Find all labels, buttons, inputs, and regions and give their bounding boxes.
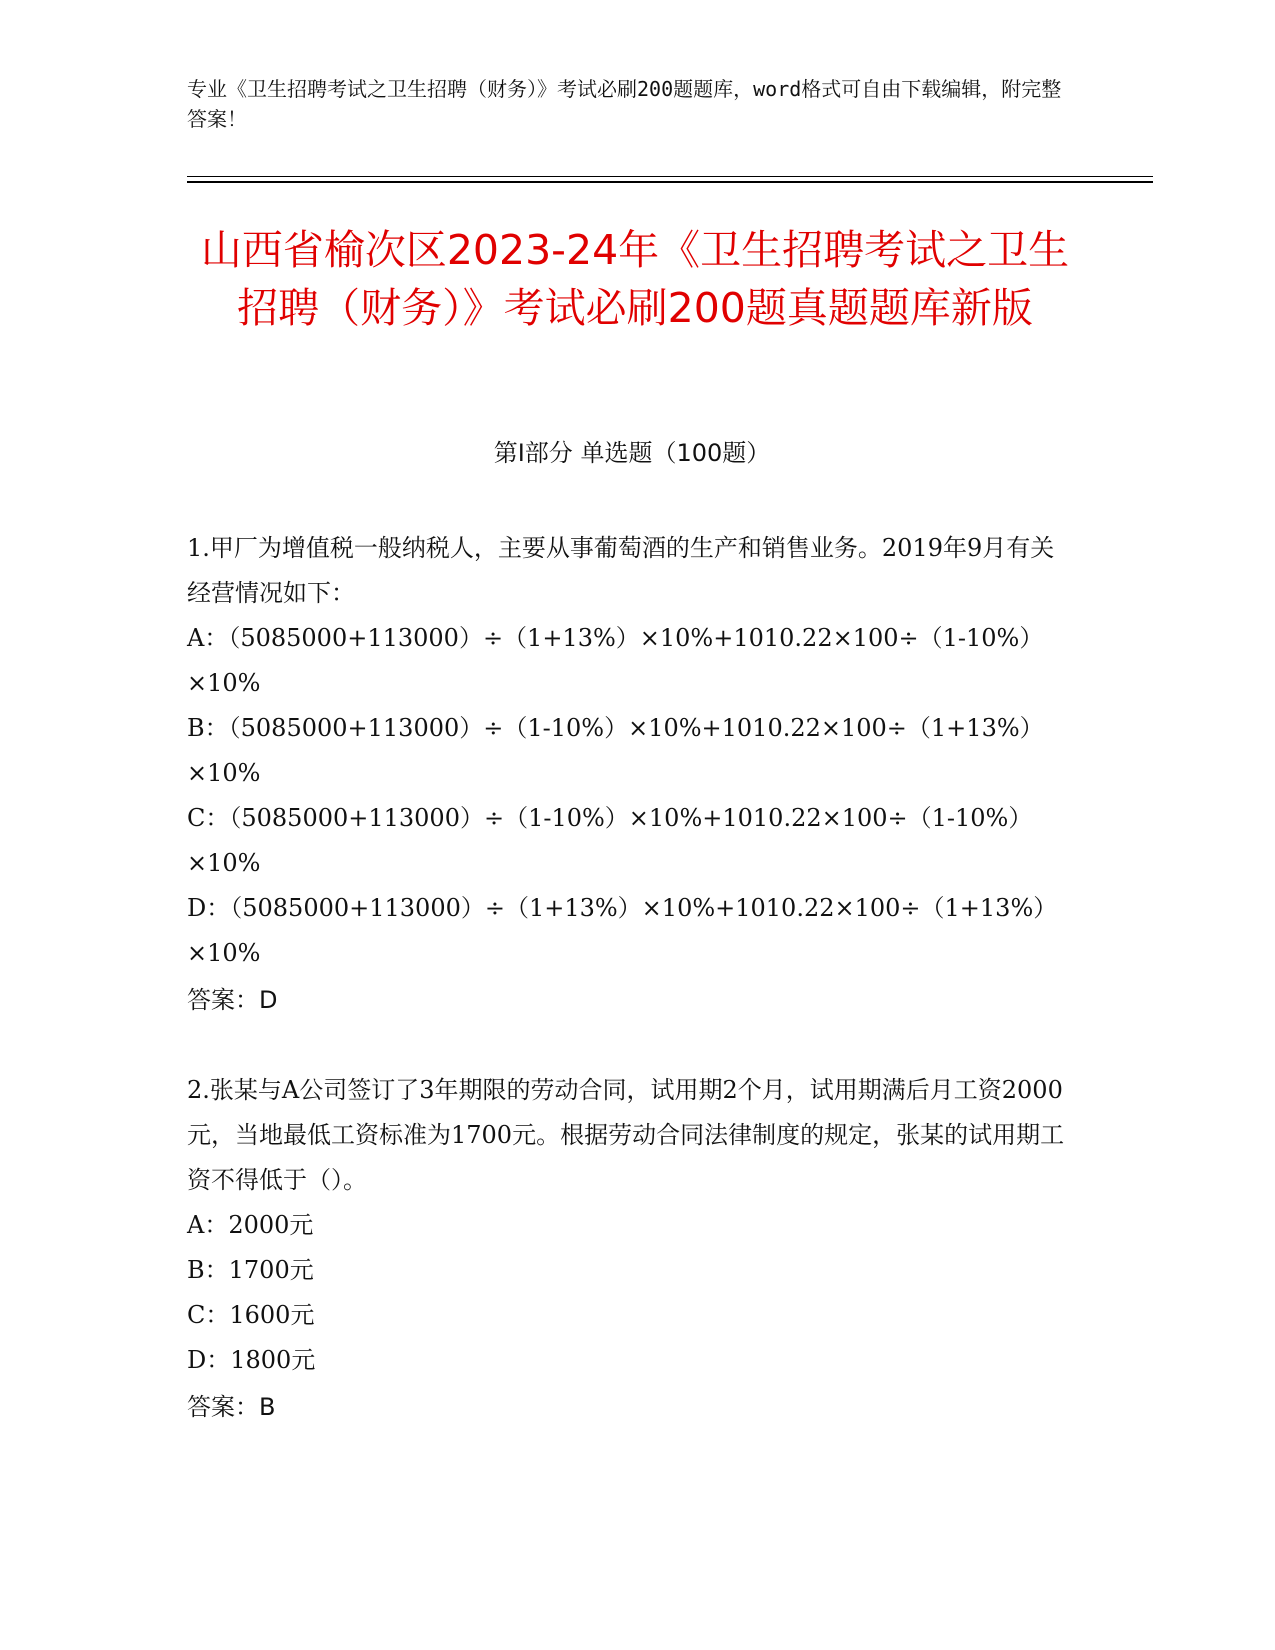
section-heading: 第I部分 单选题（100题） (493, 439, 771, 467)
answer: 答案：B (187, 1393, 276, 1421)
option-b: B：1700元 (187, 1256, 314, 1284)
header-note: 专业《卫生招聘考试之卫生招聘（财务）》考试必刷200题题库，word格式可自由下载编辑，附完整答案！ (187, 77, 1062, 131)
option-b: B：（5085000+113000）÷（1-10%）×10%+1010.22×100÷（1+13%）×10% (187, 714, 1044, 787)
answer: 答案：D (187, 986, 278, 1014)
question-stem: 2.张某与A公司签订了3年期限的劳动合同，试用期2个月，试用期满后月工资2000元，当地最低工资标准为1700元。根据劳动合同法律制度的规定，张某的试用期工资不得低于（）。 (187, 1076, 1065, 1194)
option-a: A：（5085000+113000）÷（1+13%）×10%+1010.22×100÷（1-10%）×10% (187, 624, 1044, 697)
question-stem: 1.甲厂为增值税一般纳税人，主要从事葡萄酒的生产和销售业务。2019年9月有关经营情况如下： (187, 534, 1055, 607)
header-divider-thin (187, 176, 1153, 177)
option-d: D：（5085000+113000）÷（1+13%）×10%+1010.22×100÷（1+13%）×10% (187, 894, 1058, 967)
question-1 (187, 526, 1067, 1023)
option-a: A：2000元 (187, 1211, 314, 1239)
option-c: C：（5085000+113000）÷（1-10%）×10%+1010.22×100÷（1-10%）×10% (187, 804, 1033, 877)
option-c: C：1600元 (187, 1301, 315, 1329)
header-divider-thick (187, 181, 1153, 183)
option-d: D：1800元 (187, 1346, 316, 1374)
document-title: 山西省榆次区2023-24年《卫生招聘考试之卫生招聘（财务）》考试必刷200题真题题库新版 (200, 226, 1070, 332)
question-2 (187, 1068, 1067, 1430)
